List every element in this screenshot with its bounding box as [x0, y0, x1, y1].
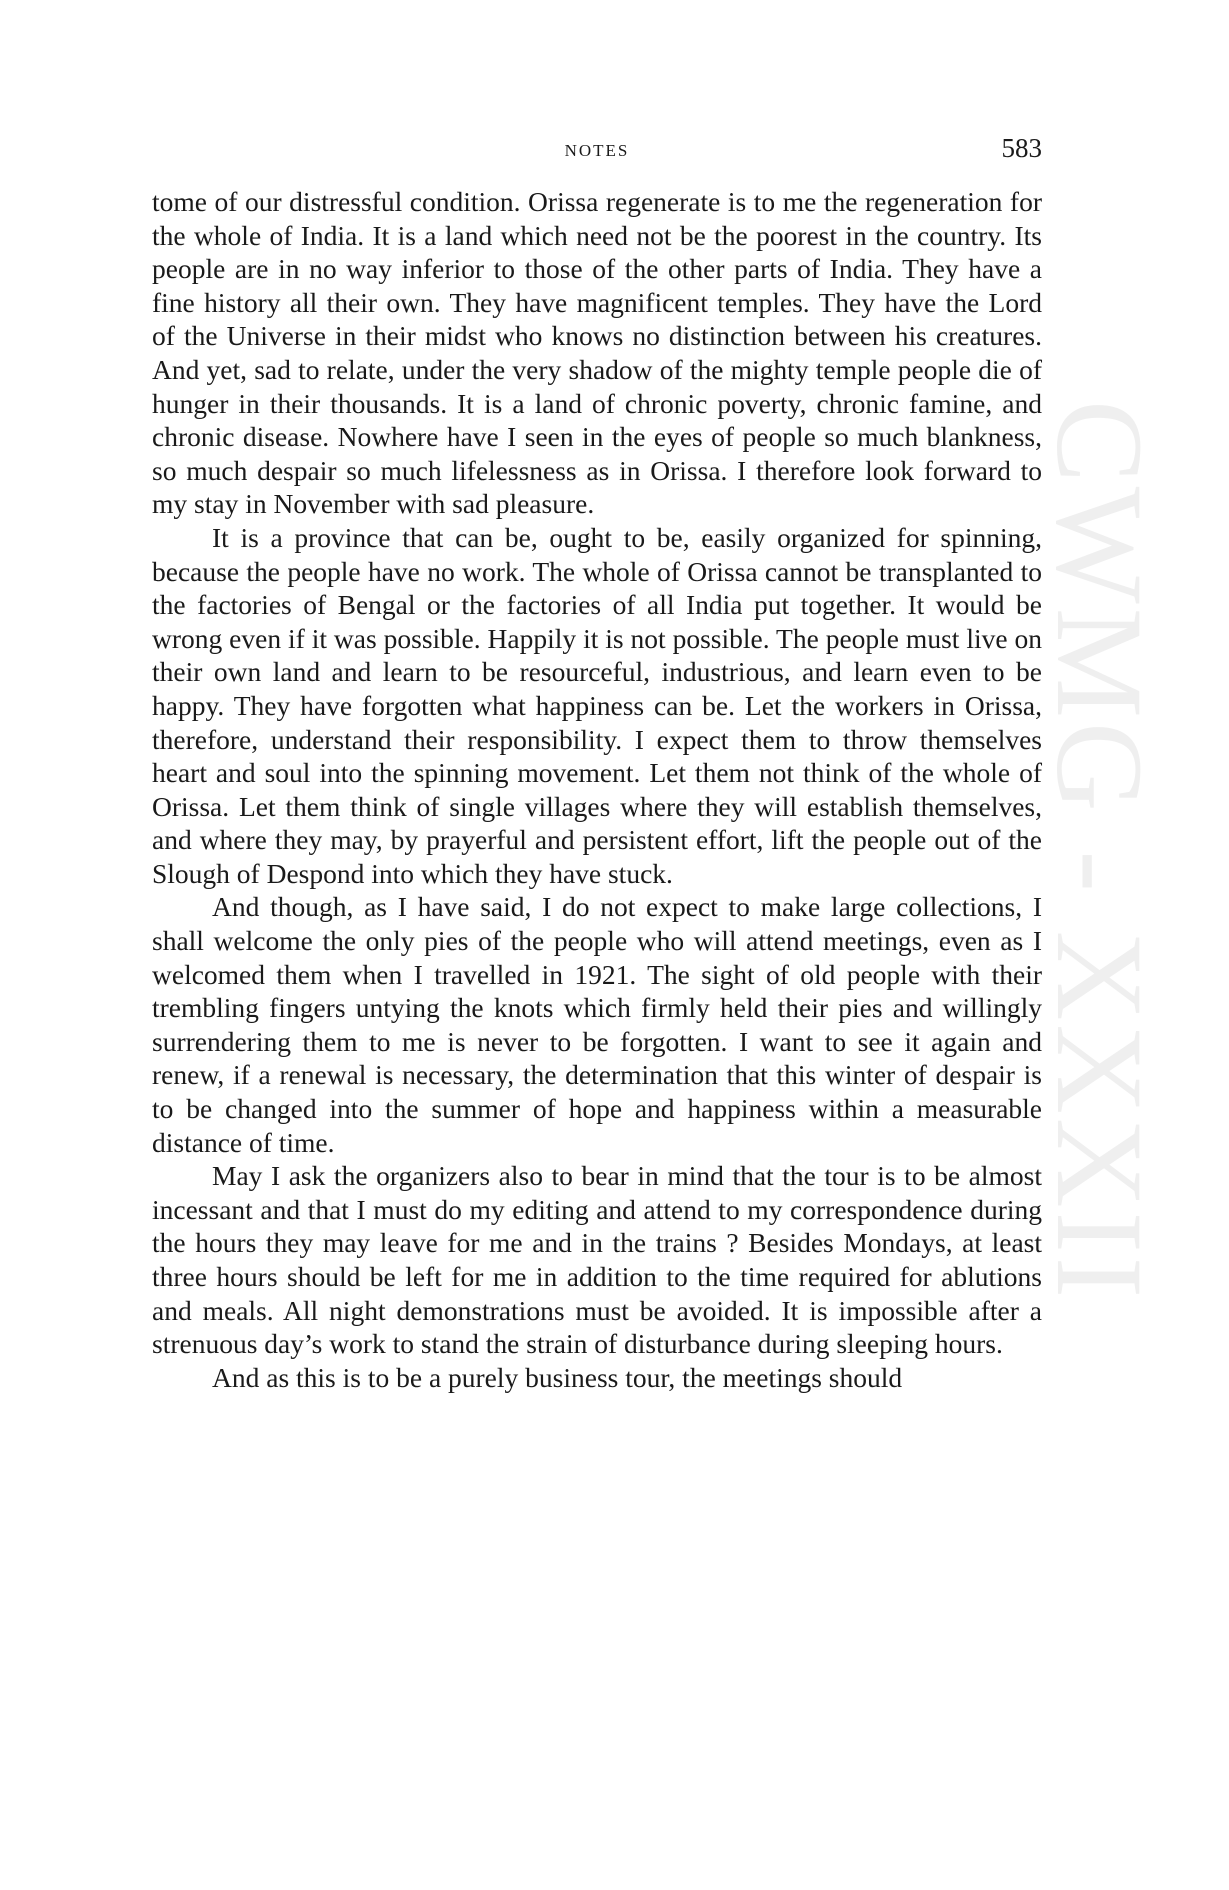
paragraph-3: And though, as I have said, I do not expect to make large collections, I shall welcome the only pies of the people who will attend meetings, even as I welcomed them when I travelled in 1921. The sight of old people with their trembling fingers untying the knots which firmly held their pies and willingly surrendering them to me is never to be forgotten. I want to see it again and renew, if a renewal is necessary, the determination that this winter of despair is to be changed into the summer of hope and happiness within a measurable distance of time.	[152, 891, 1042, 1158]
paragraph-1: tome of our distressful condition. Orissa regenerate is to me the regeneration for the whole of India. It is a land which need not be the poorest in the country. Its people are in no way inferior to those of the other parts of India. They have a fine history all their own. They have magnificent temples. They have the Lord of the Universe in their midst who knows no distinction between his creatures. And yet, sad to relate, under the very shadow of the mighty temple people die of hunger in their thousands. It is a land of chronic poverty, chronic famine, and chronic disease. Nowhere have I seen in the eyes of people so much blankness, so much despair so much lifelessness as in Orissa. I therefore look forward to my stay in November with sad pleasure.	[152, 186, 1042, 520]
paragraph-5: And as this is to be a purely business tour, the meetings should	[212, 1361, 903, 1393]
running-head: NOTES	[564, 141, 630, 160]
paragraph-4: May I ask the organizers also to bear in mind that the tour is to be almost incessant and that I must do my editing and attend to my correspondence during the hours they may leave for me and in the trains ? Besides Mondays, at least three hours should be left for me in addition to the time required for ablutions and meals. All night demonstrations must be avoided. It is impossible after a strenuous day’s work to stand the strain of disturbance during sleeping hours.	[152, 1160, 1042, 1360]
page-number: 583	[1001, 133, 1042, 163]
page-header	[152, 133, 1042, 169]
paragraph-2: It is a province that can be, ought to be, easily organized for spinning, because the people have no work. The whole of Orissa cannot be transplanted to the factories of Bengal or the factories of all India put together. It would be wrong even if it was possible. Happily it is not possible. The people must live on their own land and learn to be resourceful, industrious, and learn even to be happy. They have forgotten what happiness can be. Let the workers in Orissa, therefore, understand their responsibility. I expect them to throw themselves heart and soul into the spinning movement. Let them not think of the whole of Orissa. Let them think of single villages where they will establish themselves, and where they may, by prayerful and persistent effort, lift the people out of the Slough of Despond into which they have stuck.	[152, 521, 1042, 889]
body-text	[152, 185, 1042, 1394]
watermark-text: CWMG - XXXII	[1031, 400, 1168, 1303]
watermark	[1030, 400, 1180, 1520]
